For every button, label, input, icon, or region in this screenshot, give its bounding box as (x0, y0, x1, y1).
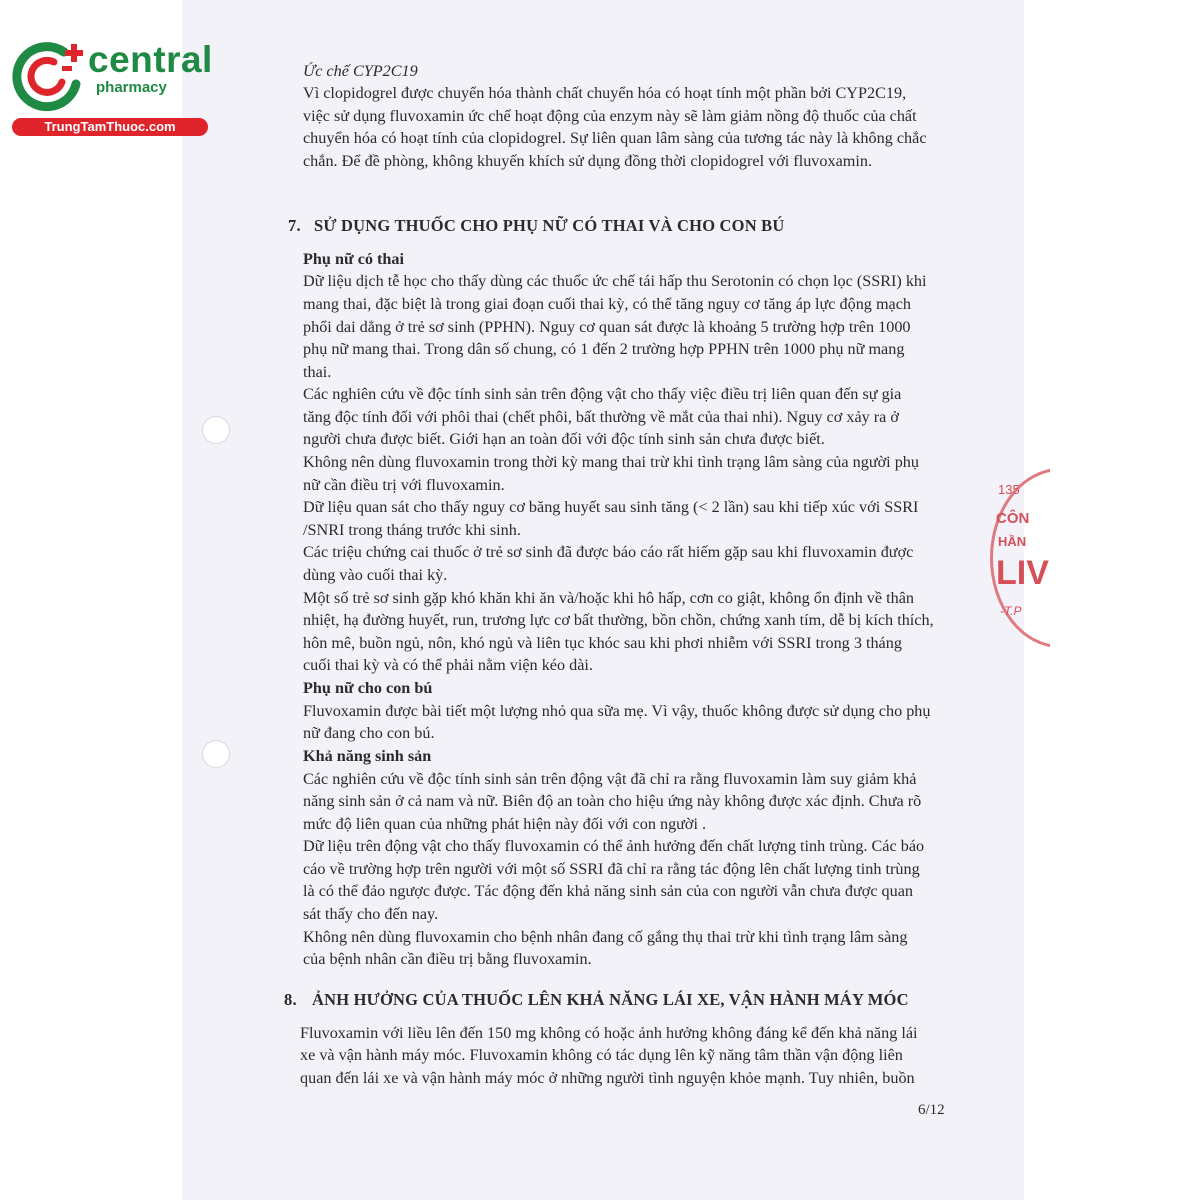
subsection-heading: Khả năng sinh sản (303, 747, 432, 765)
text-line: Các nghiên cứu về độc tính sinh sản trên động vật đã chỉ ra rằng fluvoxamin làm suy giảm khả (303, 770, 917, 788)
text-line: quan đến lái xe và vận hành máy móc ở những người tình nguyện khỏe mạnh. Tuy nhiên, buồn (300, 1069, 915, 1087)
text-line: cuối thai kỳ và có thể phải nằm viện kéo dài. (303, 656, 593, 674)
text-line: Dữ liệu trên động vật cho thấy fluvoxamin có thể ảnh hưởng đến chất lượng tinh trùng. Các báo (303, 837, 925, 855)
text-line: sát thấy cho đến nay. (303, 905, 439, 923)
punch-hole-top (202, 416, 230, 444)
logo-website-banner: TrungTamThuoc.com (12, 118, 208, 136)
text-line: của bệnh nhân cần điều trị bằng fluvoxamin. (303, 950, 592, 968)
central-pharmacy-logo (10, 36, 215, 136)
subsection-heading: Phụ nữ có thai (303, 250, 405, 268)
text-line: thai. (303, 363, 332, 381)
page-number: 6/12 (918, 1102, 945, 1118)
text-line: mức độ liên quan của những phát hiện này đối với con người . (303, 815, 707, 833)
text-line: /SNRI trong tháng trước khi sinh. (303, 521, 521, 539)
text-line: Các triệu chứng cai thuốc ở trẻ sơ sinh đã được báo cáo rất hiếm gặp sau khi fluvoxamin được (303, 543, 914, 561)
text-line: phụ nữ mang thai. Trong dân số chung, có 1 đến 2 trường hợp PPHN trên 1000 phụ nữ mang (303, 340, 905, 358)
text-line: dùng vào cuối thai kỳ. (303, 566, 448, 584)
text-line: Dữ liệu quan sát cho thấy nguy cơ băng huyết sau sinh tăng (< 2 lần) sau khi tiếp xúc với SSRI (303, 498, 919, 516)
text-line: là có thể đảo ngược được. Tác động đến khả năng sinh sản của con người vẫn chưa được quan (303, 882, 914, 900)
section-title: ẢNH HƯỞNG CỦA THUỐC LÊN KHẢ NĂNG LÁI XE, VẬN HÀNH MÁY MÓC (312, 990, 909, 1009)
text-line: xe và vận hành máy móc. Fluvoxamin không có tác dụng lên kỹ năng tâm thần vận động liên (300, 1046, 903, 1064)
text-line: chuyển hóa có hoạt tính của clopidogrel. Sự liên quan lâm sàng của tương tác này là không chắc (303, 129, 927, 147)
text-line: nữ cần điều trị với fluvoxamin. (303, 476, 505, 494)
text-line: nữ đang cho con bú. (303, 724, 435, 742)
section-title: SỬ DỤNG THUỐC CHO PHỤ NỮ CÓ THAI VÀ CHO CON BÚ (314, 216, 785, 235)
text-line: Không nên dùng fluvoxamin trong thời kỳ mang thai trừ khi tình trạng lâm sàng của người phụ (303, 453, 919, 471)
text-line: chắn. Để đề phòng, không khuyến khích sử dụng đồng thời clopidogrel với fluvoxamin. (303, 152, 872, 170)
text-line: nhiệt, hạ đường huyết, run, trương lực cơ bất thường, bồn chồn, chứng xanh tím, dễ bị kích thích, (303, 611, 934, 629)
logo-brand: central (88, 39, 213, 80)
pharmacy-cross-icon (10, 36, 90, 116)
text-line: Vì clopidogrel được chuyển hóa thành chất chuyển hóa có hoạt tính một phần bởi CYP2C19, (303, 84, 907, 102)
text-line: Các nghiên cứu về độc tính sinh sản trên động vật cho thấy việc điều trị liên quan đến sự gia (303, 385, 902, 403)
text-line: năng sinh sản ở cả nam và nữ. Biên độ an toàn cho hiệu ứng này không được xác định. Chưa rõ (303, 792, 922, 810)
text-line: phổi dai dẳng ở trẻ sơ sinh (PPHN). Nguy cơ quan sát được là khoảng 5 trường hợp trên 1000 (303, 318, 911, 336)
text-line: mang thai, đặc biệt là trong giai đoạn cuối thai kỳ, có thể tăng nguy cơ tăng áp lực động mạch (303, 295, 912, 313)
subsection-heading: Ức chế CYP2C19 (303, 62, 418, 80)
text-line: người chưa được biết. Giới hạn an toàn đối với độc tính sinh sản chưa được biết. (303, 430, 825, 448)
text-line: Fluvoxamin với liều lên đến 150 mg không có hoặc ảnh hưởng không đáng kể đến khả năng lái (300, 1024, 918, 1042)
subsection-heading: Phụ nữ cho con bú (303, 679, 433, 697)
text-line: Không nên dùng fluvoxamin cho bệnh nhân đang cố gắng thụ thai trừ khi tình trạng lâm sàng (303, 928, 908, 946)
text-line: hôn mê, buồn ngủ, nôn, khó ngủ và liên tục khóc sau khi phơi nhiễm với SSRI trong 3 tháng (303, 634, 902, 652)
text-line: cáo về trường hợp trên người với một số SSRI đã chỉ ra rằng tác động lên chất lượng tinh trùng (303, 860, 920, 878)
text-line: tăng độc tính đối với phôi thai (chết phôi, bất thường về mắt của thai nhi). Nguy cơ xảy ra ở (303, 408, 899, 426)
section-number: 7. (288, 216, 301, 235)
text-line: Một số trẻ sơ sinh gặp khó khăn khi ăn và/hoặc khi hô hấp, cơn co giật, không ổn định về thân (303, 589, 915, 607)
text-line: Fluvoxamin được bài tiết một lượng nhỏ qua sữa mẹ. Vì vậy, thuốc không được sử dụng cho phụ (303, 702, 931, 720)
logo-subtitle: pharmacy (96, 79, 167, 96)
text-line: việc sử dụng fluvoxamin ức chế hoạt động của enzym này sẽ làm giảm nồng độ thuốc của chất (303, 107, 917, 125)
text-line: Dữ liệu dịch tễ học cho thấy dùng các thuốc ức chế tái hấp thu Serotonin có chọn lọc (SSRI) khi (303, 272, 927, 290)
company-stamp: 135 CÔN HẦN LIV -T.P (990, 468, 1050, 648)
section-number: 8. (284, 990, 297, 1009)
punch-hole-bottom (202, 740, 230, 768)
